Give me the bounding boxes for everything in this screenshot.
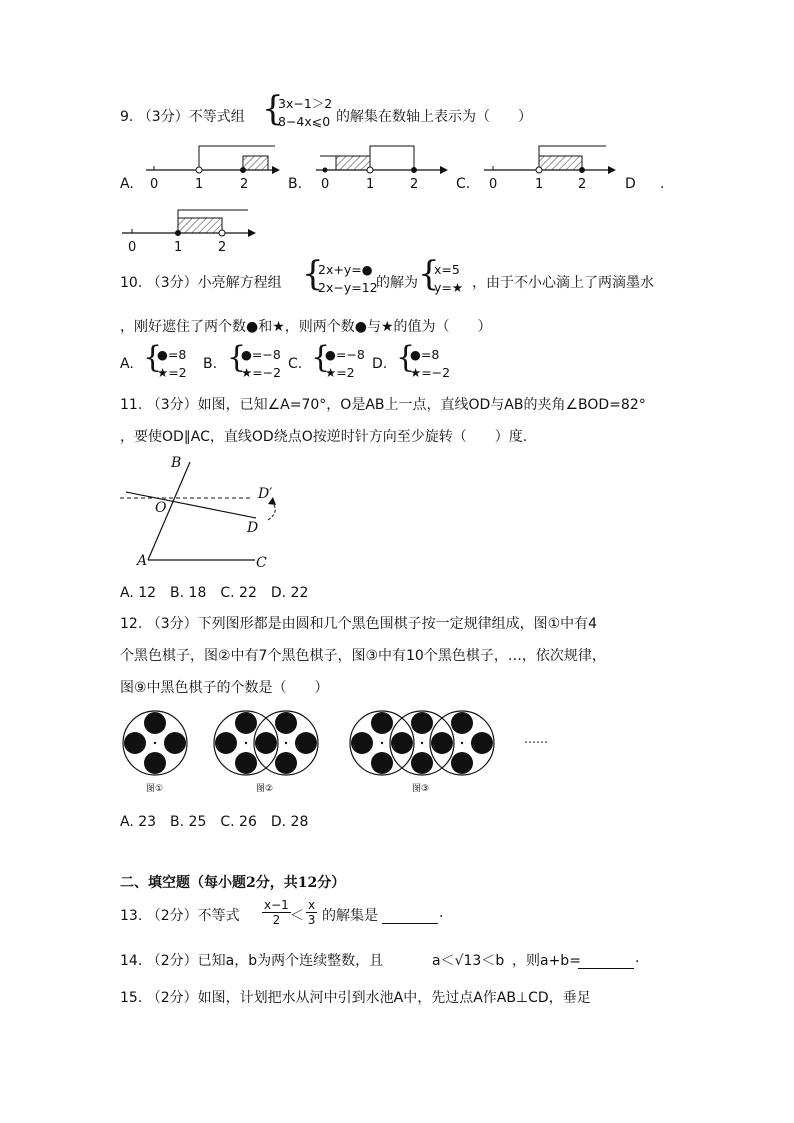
q10-option-a[interactable] xyxy=(157,346,187,382)
q10-equation-2: 2x−y=12 xyxy=(318,280,378,295)
q10-solution xyxy=(434,261,463,297)
q10-option-a-brace: { xyxy=(143,340,163,375)
q13-prefix: 13. （2分）不等式 xyxy=(120,908,240,924)
q10-suffix: ，由于不小心滴上了两滴墨水 xyxy=(472,275,654,291)
q9-d-tick-0: 0 xyxy=(128,240,137,255)
q9-number-lines xyxy=(0,0,794,270)
q12-options[interactable]: A. 23 B. 25 C. 26 D. 28 xyxy=(120,814,309,830)
q10-option-b-brace: { xyxy=(227,340,247,375)
q9-numberline-b xyxy=(316,146,448,174)
q14-math: a＜√13＜b xyxy=(432,953,505,969)
q9-numberline-d xyxy=(122,210,256,237)
q13-fraction-1 xyxy=(262,898,291,927)
q9-numberline-a xyxy=(146,146,280,174)
q11-options[interactable]: A. 12 B. 18 C. 22 D. 22 xyxy=(120,585,309,601)
q14-end: . xyxy=(635,950,640,966)
q13-end: . xyxy=(439,905,444,921)
q13-suffix: 的解集是 xyxy=(322,908,378,924)
q13-fraction-2-denominator: 3 xyxy=(307,913,316,927)
q10-option-b-row1: ●=−8 xyxy=(241,347,281,362)
q9-a-tick-0: 0 xyxy=(150,177,159,192)
q9-d-tick-2: 2 xyxy=(218,240,227,255)
q10-solution-x: x=5 xyxy=(434,262,460,277)
q9-option-c-label[interactable]: C. xyxy=(456,176,471,192)
q10-option-c-row1: ●=−8 xyxy=(325,347,365,362)
q10-option-d-row1: ●=8 xyxy=(410,347,440,362)
q12-pattern-3 xyxy=(350,711,494,775)
q9-suffix: 的解集在数轴上表示为（ ） xyxy=(336,109,532,125)
q12-line3: 图⑨中黑色棋子的个数是（ ） xyxy=(120,680,329,696)
q10-prefix: 10. （3分）小亮解方程组 xyxy=(120,275,282,291)
q9-b-tick-0: 0 xyxy=(321,177,330,192)
q11-line2: ，要使OD∥AC，直线OD绕点O按逆时针方向至少旋转（ ）度. xyxy=(120,429,528,445)
q13-fraction-2 xyxy=(306,898,317,927)
q11-line1: 11. （3分）如图，已知∠A=70°，O是AB上一点，直线OD与AB的夹角∠BOD=82° xyxy=(120,397,646,413)
q10-option-c-row2: ★=2 xyxy=(325,365,355,380)
q11-line-od xyxy=(126,492,256,518)
q12-pattern-2 xyxy=(214,711,318,775)
q9-b-tick-2: 2 xyxy=(410,177,419,192)
q10-option-a-row1: ●=8 xyxy=(157,347,187,362)
q9-option-d-label[interactable]: D xyxy=(625,176,636,192)
q9-prefix: 9. （3分）不等式组 xyxy=(120,109,245,125)
q10-option-b[interactable] xyxy=(241,346,281,382)
q10-option-a-row2: ★=2 xyxy=(157,365,187,380)
q11-label-b: B xyxy=(171,455,182,471)
section-2-title: 二、填空题（每小题2分，共12分） xyxy=(120,875,346,891)
q9-numberline-c xyxy=(484,146,616,174)
q11-figure xyxy=(0,450,794,580)
q10-solution-y: y=★ xyxy=(434,280,464,295)
q12-ellipsis: …… xyxy=(524,732,548,746)
q14-prefix: 14. （2分）已知a，b为两个连续整数，且 xyxy=(120,953,384,969)
q10-option-d-row2: ★=−2 xyxy=(410,365,451,380)
q14-answer-blank[interactable] xyxy=(578,950,634,969)
q9-c-tick-1: 1 xyxy=(535,177,544,192)
q10-option-b-label[interactable]: B. xyxy=(203,356,218,372)
q15-line1: 15. （2分）如图，计划把水从河中引到水池A中，先过点A作AB⊥CD，垂足 xyxy=(120,990,591,1006)
q12-fig2-label: 图② xyxy=(256,784,274,794)
q10-line2: ，刚好遮住了两个数●和★，则两个数●与★的值为（ ） xyxy=(120,319,492,335)
q10-brace-1: { xyxy=(302,254,324,294)
q10-option-c-brace: { xyxy=(311,340,331,375)
q11-label-c: C xyxy=(256,555,267,571)
q11-label-a: A xyxy=(137,553,148,569)
q9-c-tick-0: 0 xyxy=(489,177,498,192)
q9-brace: { xyxy=(262,89,284,129)
q11-label-o: O xyxy=(155,500,167,516)
q12-figure xyxy=(0,700,794,800)
q9-b-tick-1: 1 xyxy=(366,177,375,192)
q9-d-tick-1: 1 xyxy=(174,240,183,255)
q10-equation-1: 2x+y=● xyxy=(318,262,373,277)
q13-less-than: ＜ xyxy=(290,908,304,924)
q12-fig1-label: 图① xyxy=(146,784,164,794)
q13-fraction-2-numerator: x xyxy=(308,898,316,912)
q10-brace-2: { xyxy=(418,254,440,294)
q13-fraction-1-numerator: x−1 xyxy=(264,898,289,912)
q9-option-b-label[interactable]: B. xyxy=(288,176,303,192)
q13-answer-blank[interactable] xyxy=(382,905,438,924)
q10-option-d-brace: { xyxy=(396,340,416,375)
q9-c-tick-2: 2 xyxy=(578,177,587,192)
q9-option-d-dot: . xyxy=(660,176,665,192)
q13-fraction-1-denominator: 2 xyxy=(272,913,281,927)
q11-label-d-prime: D′ xyxy=(258,486,273,502)
q12-pattern-1 xyxy=(123,711,187,775)
q9-option-a-label[interactable]: A. xyxy=(120,176,134,192)
q12-line1: 12. （3分）下列图形都是由圆和几个黑色围棋子按一定规律组成，图①中有4 xyxy=(120,616,598,632)
q10-option-c-label[interactable]: C. xyxy=(288,356,303,372)
q10-option-d[interactable] xyxy=(410,346,450,382)
q10-mid: 的解为 xyxy=(376,275,418,291)
q10-system xyxy=(318,261,378,297)
q9-a-tick-1: 1 xyxy=(195,177,204,192)
q12-line2: 个黑色棋子，图②中有7个黑色棋子，图③中有10个黑色棋子，…，依次规律， xyxy=(120,648,606,664)
q10-option-a-label[interactable]: A. xyxy=(120,356,134,372)
q12-fig3-label: 图③ xyxy=(412,784,430,794)
q10-option-d-label[interactable]: D. xyxy=(372,356,388,372)
q9-a-tick-2: 2 xyxy=(240,177,249,192)
q9-inequality-1: 3x−1＞2 xyxy=(278,96,333,111)
q9-inequality-2: 8−4x⩽0 xyxy=(278,114,331,129)
q14-mid: ，则a+b= xyxy=(512,953,581,969)
q10-option-b-row2: ★=−2 xyxy=(241,365,282,380)
q10-option-c[interactable] xyxy=(325,346,365,382)
q11-label-d: D xyxy=(247,520,259,536)
